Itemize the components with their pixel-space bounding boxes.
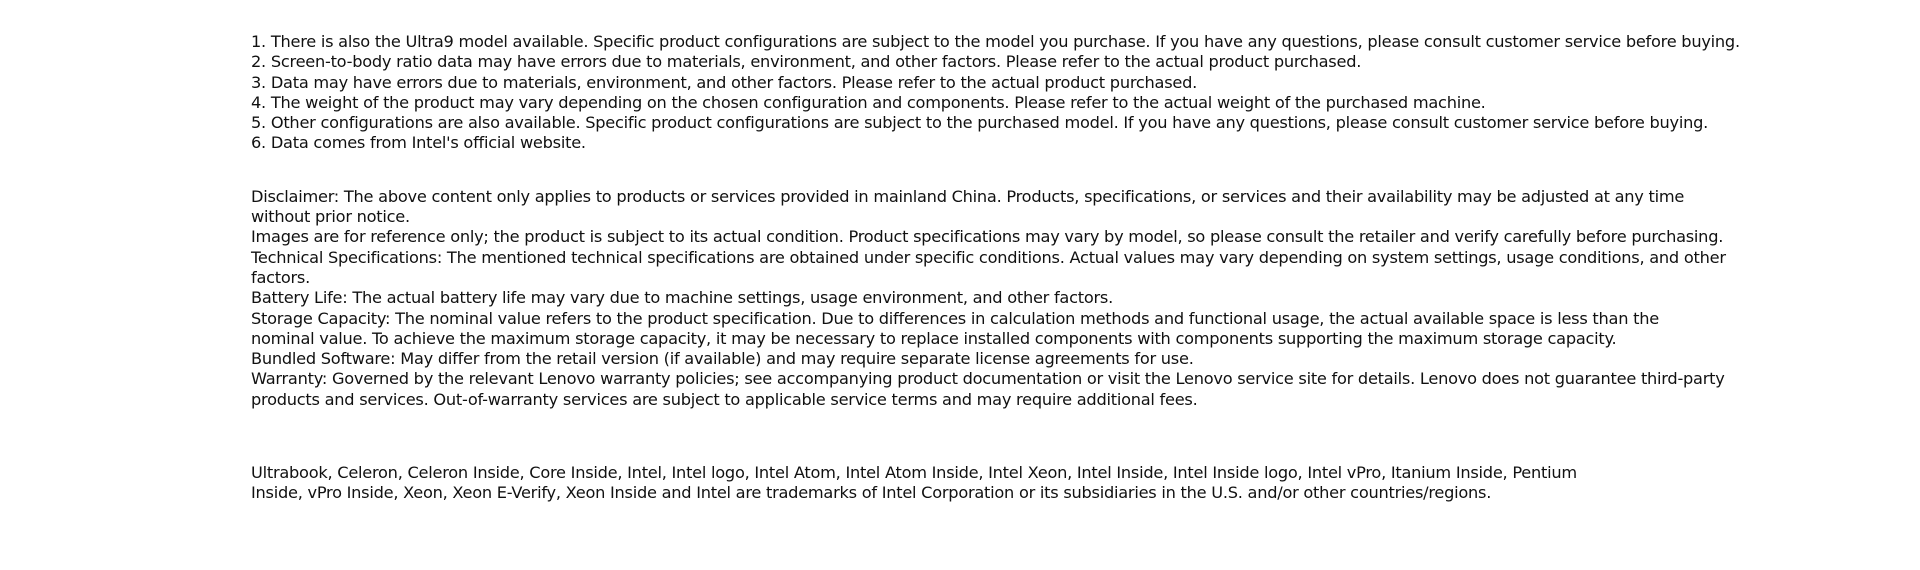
warranty-paragraph: Warranty: Governed by the relevant Lenovo warranty policies; see accompanying product documentation or visit the Lenovo service site for details. Lenovo does not guarantee third-party products and services. Out-of-warranty services are subject to applicable service terms and may require additional fees. [251,369,1725,409]
footnotes-content [251,32,1740,504]
product-note: 5. Other configurations are also available. Specific product configurations are subject to the purchased model. If you have any questions, please consult customer service before buying. [251,113,1709,133]
technical-specifications-paragraph: Technical Specifications: The mentioned technical specifications are obtained under specific conditions. Actual values may vary depending on system settings, usage conditions, and other factors. [251,247,1726,287]
bundled-software-paragraph: Bundled Software: May differ from the retail version (if available) and may require separate license agreements for use. [251,349,1194,369]
product-notes-list [251,32,1740,154]
storage-capacity-paragraph: Storage Capacity: The nominal value refers to the product specification. Due to differences in calculation methods and functional usage, the actual available space is less than the nominal value. To achieve the maximum storage capacity, it may be necessary to replace installed components with components supporting the maximum storage capacity. [251,308,1659,348]
trademarks-line: Inside, vPro Inside, Xeon, Xeon E-Verify, Xeon Inside and Intel are trademarks of Intel Corporation or its subsidiaries in the U.S. and/or other countries/regions. [251,483,1492,503]
disclaimer-paragraph: Disclaimer: The above content only applies to products or services provided in mainland China. Products, specifications, or services and their availability may be adjusted at any time without prior notice. [251,186,1685,227]
product-note: 1. There is also the Ultra9 model available. Specific product configurations are subject to the model you purchase. If you have any questions, please consult customer service before buying. [251,32,1740,51]
battery-life-paragraph: Battery Life: The actual battery life may vary due to machine settings, usage environment, and other factors. [251,288,1113,308]
trademarks-line: Ultrabook, Celeron, Celeron Inside, Core Inside, Intel, Intel logo, Intel Atom, Intel Atom Inside, Intel Xeon, Intel Inside, Intel Inside logo, Intel vPro, Itanium Inside, Pentium [251,463,1577,483]
product-note: 6. Data comes from Intel's official website. [251,133,586,153]
product-note: 4. The weight of the product may vary depending on the chosen configuration and components. Please refer to the actual weight of the purchased machine. [251,92,1486,112]
product-note: 3. Data may have errors due to materials, environment, and other factors. Please refer to the actual product purchased. [251,72,1198,92]
images-notice-paragraph: Images are for reference only; the product is subject to its actual condition. Product specifications may vary by model, so please consult the retailer and verify carefully before purchasing. [251,227,1724,247]
disclaimer-section [251,187,1726,410]
trademarks-section [251,463,1726,504]
product-note: 2. Screen-to-body ratio data may have errors due to materials, environment, and other factors. Please refer to the actual product purchased. [251,52,1362,72]
